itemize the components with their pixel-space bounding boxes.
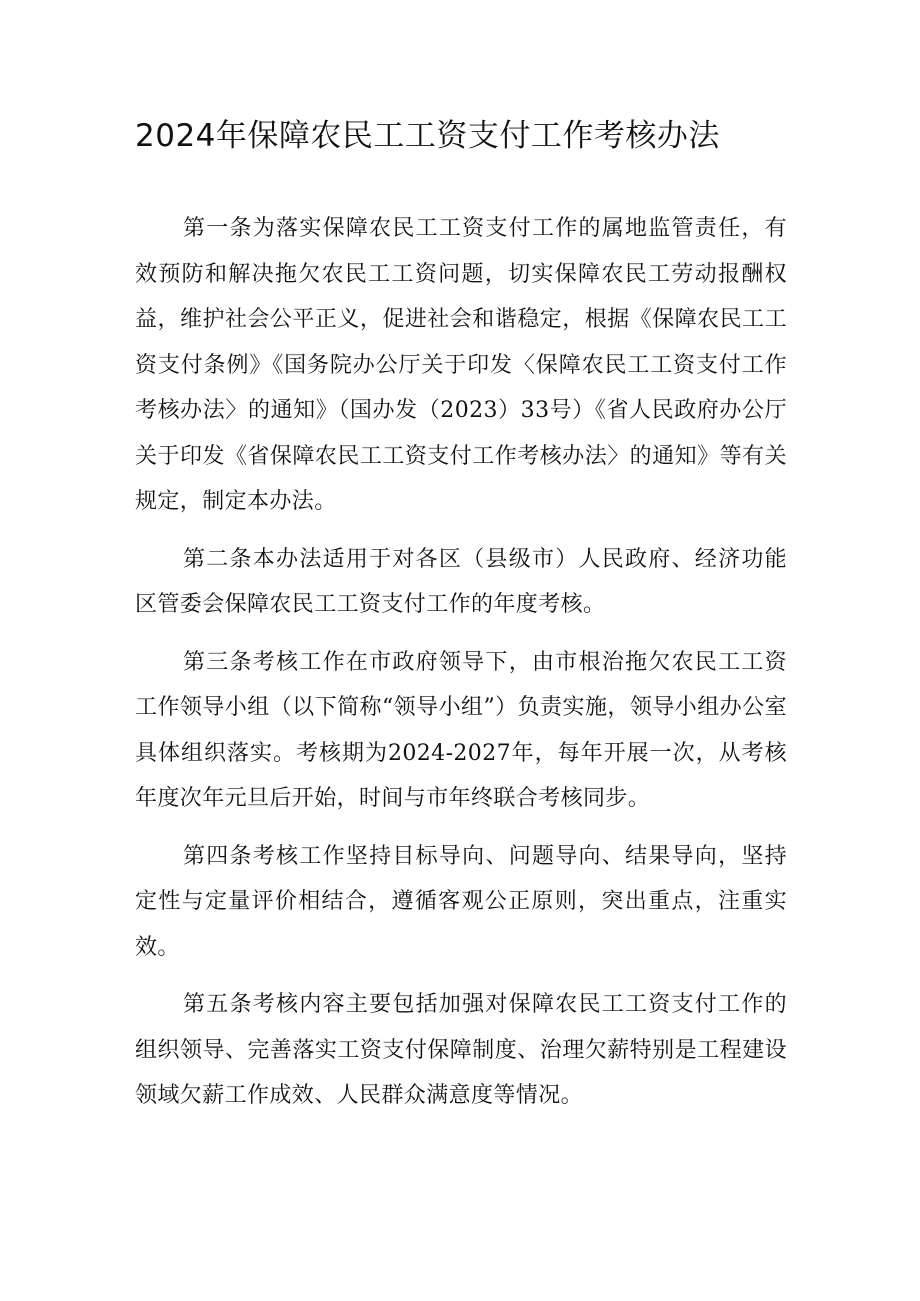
article-5-paragraph: 第五条考核内容主要包括加强对保障农民工工资支付工作的组织领导、完善落实工资支付保障制度、治理欠薪特别是工程建设领域欠薪工作成效、人民群众满意度等情况。 bbox=[135, 992, 787, 1108]
article-1-paragraph: 第一条为落实保障农民工工资支付工作的属地监管责任，有效预防和解决拖欠农民工工资问题，切实保障农民工劳动报酬权益，维护社会公平正义，促进社会和谐稳定，根据《保障农民工工资支付条例》《国务院办公厅关于印发〈保障农民工工资支付工作考核办法〉的通知》（国办发（2023）33号）《省人民政府办公厅关于印发《省保障农民工工资支付工作考核办法〉的通知》等有关规定，制定本办法。 bbox=[135, 216, 787, 514]
document-title: 2024年保障农民工工资支付工作考核办法 bbox=[135, 118, 720, 154]
article-3-paragraph: 第三条考核工作在市政府领导下，由市根治拖欠农民工工资工作领导小组（以下简称“领导小组”）负责实施，领导小组办公室具体组织落实。考核期为2024-2027年，每年开展一次，从考核年度次年元旦后开始，时间与市年终联合考核同步。 bbox=[135, 649, 787, 811]
article-2-paragraph: 第二条本办法适用于对各区（县级市）人民政府、经济功能区管委会保障农民工工资支付工作的年度考核。 bbox=[135, 546, 787, 617]
article-4-paragraph: 第四条考核工作坚持目标导向、问题导向、结果导向，坚持定性与定量评价相结合，遵循客观公正原则，突出重点，注重实效。 bbox=[135, 843, 787, 960]
document-body bbox=[135, 206, 787, 1131]
